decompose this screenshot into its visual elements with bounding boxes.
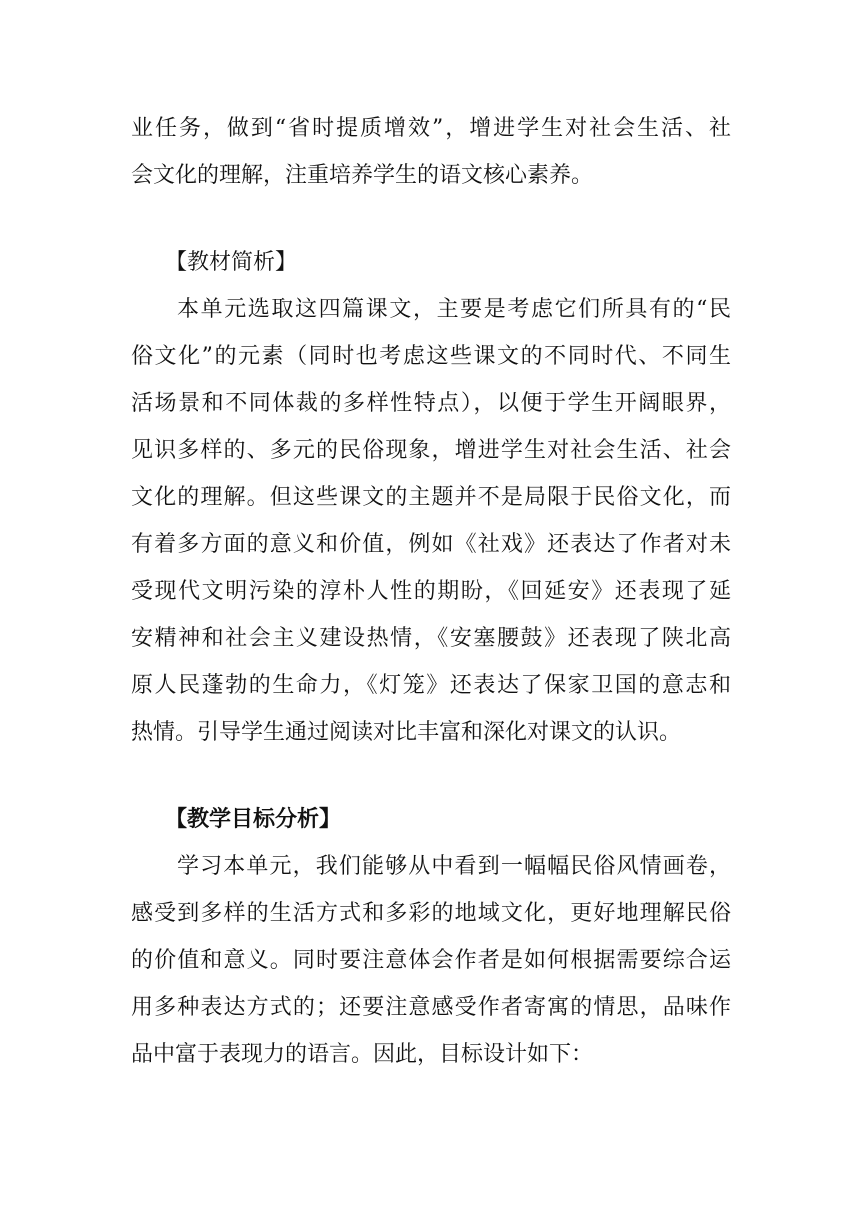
paragraph-line: 文化的理解。但这些课文的主题并不是局限于民俗文化，而	[131, 485, 731, 510]
paragraph-line: 感受到多样的生活方式和多彩的地域文化，更好地理解民俗	[131, 901, 731, 926]
paragraph-line: 的价值和意义。同时要注意体会作者是如何根据需要综合运	[131, 948, 731, 973]
paragraph-line: 受现代文明污染的淳朴人性的期盼，《回延安》还表现了延	[131, 579, 731, 604]
paragraph-line: 学习本单元，我们能够从中看到一幅幅民俗风情画卷，	[177, 854, 731, 879]
paragraph-line: 用多种表达方式的；还要注意感受作者寄寓的情思，品味作	[131, 995, 731, 1020]
paragraph-line: 热情。引导学生通过阅读对比丰富和深化对课文的认识。	[131, 720, 682, 745]
paragraph-line: 原人民蓬勃的生命力，《灯笼》还表达了保家卫国的意志和	[131, 673, 731, 698]
intro-line-2: 会文化的理解，注重培养学生的语文核心素养。	[131, 163, 594, 188]
paragraph-line: 安精神和社会主义建设热情，《安塞腰鼓》还表现了陕北高	[131, 626, 731, 651]
section-heading-teaching-objectives: 【教学目标分析】	[165, 807, 342, 832]
section-heading-textbook-analysis: 【教材简析】	[165, 250, 298, 275]
paragraph-line: 俗文化”的元素（同时也考虑这些课文的不同时代、不同生	[131, 344, 731, 369]
paragraph-line: 见识多样的、多元的民俗现象，增进学生对社会生活、社会	[131, 438, 731, 463]
paragraph-line: 有着多方面的意义和价值，例如《社戏》还表达了作者对未	[131, 532, 731, 557]
paragraph-line: 本单元选取这四篇课文，主要是考虑它们所具有的“民	[177, 297, 731, 322]
paragraph-line: 活场景和不同体裁的多样性特点），以便于学生开阔眼界，	[131, 391, 731, 416]
paragraph-line: 品中富于表现力的语言。因此，目标设计如下：	[131, 1042, 594, 1067]
intro-line-1: 业任务，做到“省时提质增效”，增进学生对社会生活、社	[131, 116, 731, 141]
